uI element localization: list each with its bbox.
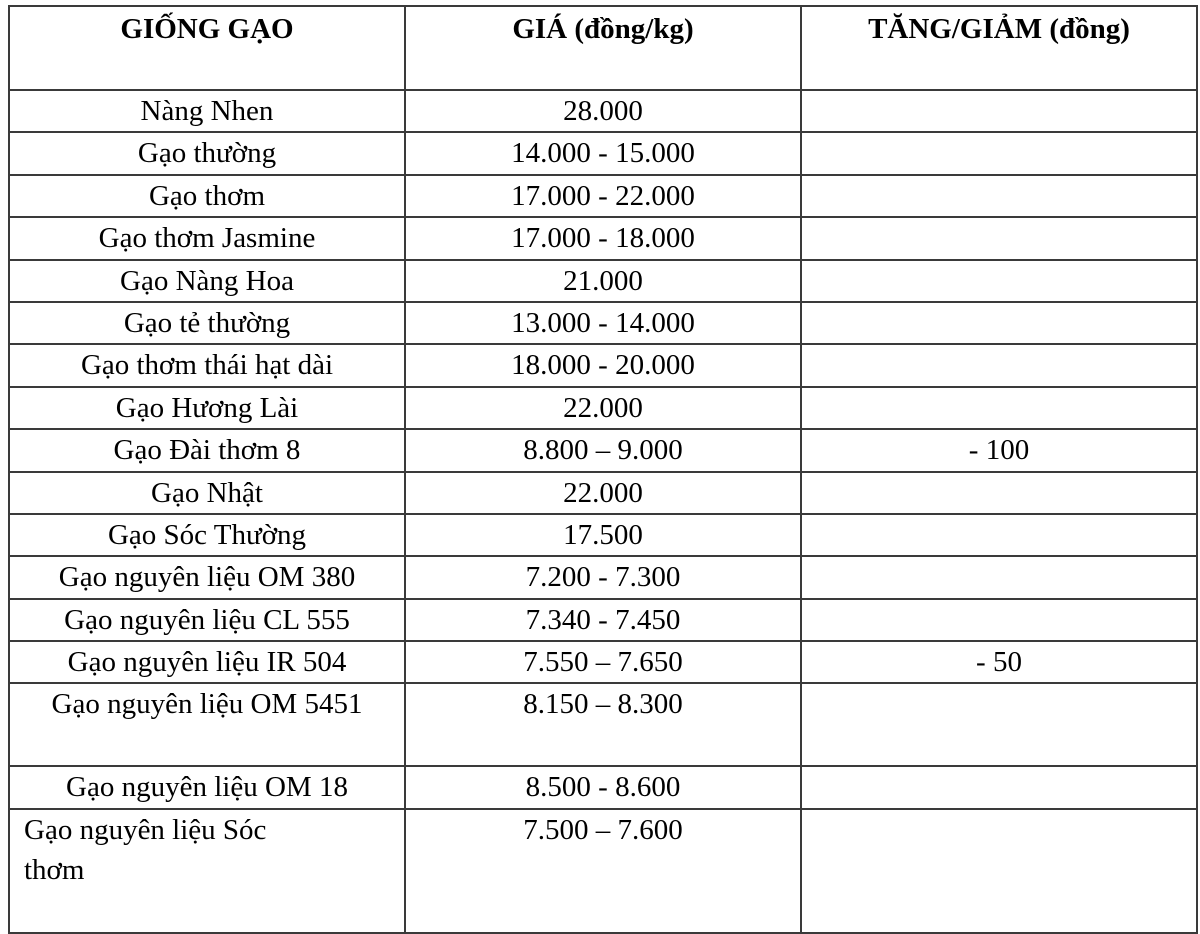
- table-row: [9, 472, 1197, 514]
- variety-cell: Gạo nguyên liệu OM 5451: [9, 683, 405, 766]
- variety-cell: Gạo thơm: [9, 175, 405, 217]
- change-cell: [801, 683, 1197, 766]
- change-cell: [801, 175, 1197, 217]
- table-row: [9, 809, 1197, 933]
- price-cell: 17.500: [405, 514, 801, 556]
- header-price: GIÁ (đồng/kg): [405, 6, 801, 90]
- table-row: [9, 766, 1197, 808]
- variety-cell: Gạo Hương Lài: [9, 387, 405, 429]
- price-cell: 7.340 - 7.450: [405, 599, 801, 641]
- variety-cell: Gạo nguyên liệu CL 555: [9, 599, 405, 641]
- price-cell: 22.000: [405, 387, 801, 429]
- header-row: [9, 6, 1197, 90]
- variety-cell: Gạo tẻ thường: [9, 302, 405, 344]
- price-cell: 28.000: [405, 90, 801, 132]
- variety-cell: Gạo nguyên liệu IR 504: [9, 641, 405, 683]
- change-cell: - 100: [801, 429, 1197, 471]
- table-row: [9, 175, 1197, 217]
- change-cell: [801, 217, 1197, 259]
- variety-cell: Gạo Sóc Thường: [9, 514, 405, 556]
- variety-cell: Gạo thường: [9, 132, 405, 174]
- variety-cell: Nàng Nhen: [9, 90, 405, 132]
- price-cell: 7.550 – 7.650: [405, 641, 801, 683]
- price-cell: 22.000: [405, 472, 801, 514]
- table-row: [9, 132, 1197, 174]
- variety-cell: Gạo nguyên liệu OM 18: [9, 766, 405, 808]
- table-row: [9, 387, 1197, 429]
- change-cell: [801, 260, 1197, 302]
- variety-cell: Gạo nguyên liệu OM 380: [9, 556, 405, 598]
- change-cell: [801, 599, 1197, 641]
- variety-cell: Gạo Nàng Hoa: [9, 260, 405, 302]
- price-cell: 8.800 – 9.000: [405, 429, 801, 471]
- price-cell: 18.000 - 20.000: [405, 344, 801, 386]
- price-cell: 7.500 – 7.600: [405, 809, 801, 933]
- header-change: TĂNG/GIẢM (đồng): [801, 6, 1197, 90]
- table-row: [9, 641, 1197, 683]
- table-row: [9, 514, 1197, 556]
- table-row: [9, 260, 1197, 302]
- change-cell: [801, 387, 1197, 429]
- price-cell: 7.200 - 7.300: [405, 556, 801, 598]
- price-cell: 8.500 - 8.600: [405, 766, 801, 808]
- table-row: [9, 90, 1197, 132]
- table-row: [9, 217, 1197, 259]
- variety-cell: Gạo thơm thái hạt dài: [9, 344, 405, 386]
- table-row: [9, 344, 1197, 386]
- price-cell: 17.000 - 22.000: [405, 175, 801, 217]
- change-cell: [801, 344, 1197, 386]
- price-cell: 14.000 - 15.000: [405, 132, 801, 174]
- change-cell: [801, 809, 1197, 933]
- variety-cell: Gạo nguyên liệu Sóc thơm: [9, 809, 405, 933]
- change-cell: [801, 90, 1197, 132]
- variety-cell: Gạo Đài thơm 8: [9, 429, 405, 471]
- variety-cell: Gạo Nhật: [9, 472, 405, 514]
- table-row: [9, 302, 1197, 344]
- table-row: [9, 683, 1197, 766]
- variety-cell: Gạo thơm Jasmine: [9, 217, 405, 259]
- price-cell: 21.000: [405, 260, 801, 302]
- change-cell: [801, 302, 1197, 344]
- change-cell: [801, 472, 1197, 514]
- change-cell: - 50: [801, 641, 1197, 683]
- price-cell: 8.150 – 8.300: [405, 683, 801, 766]
- rice-price-table: [8, 5, 1198, 934]
- table-row: [9, 599, 1197, 641]
- change-cell: [801, 514, 1197, 556]
- header-variety: GIỐNG GẠO: [9, 6, 405, 90]
- change-cell: [801, 132, 1197, 174]
- table-row: [9, 556, 1197, 598]
- price-cell: 13.000 - 14.000: [405, 302, 801, 344]
- change-cell: [801, 766, 1197, 808]
- price-cell: 17.000 - 18.000: [405, 217, 801, 259]
- change-cell: [801, 556, 1197, 598]
- table-row: [9, 429, 1197, 471]
